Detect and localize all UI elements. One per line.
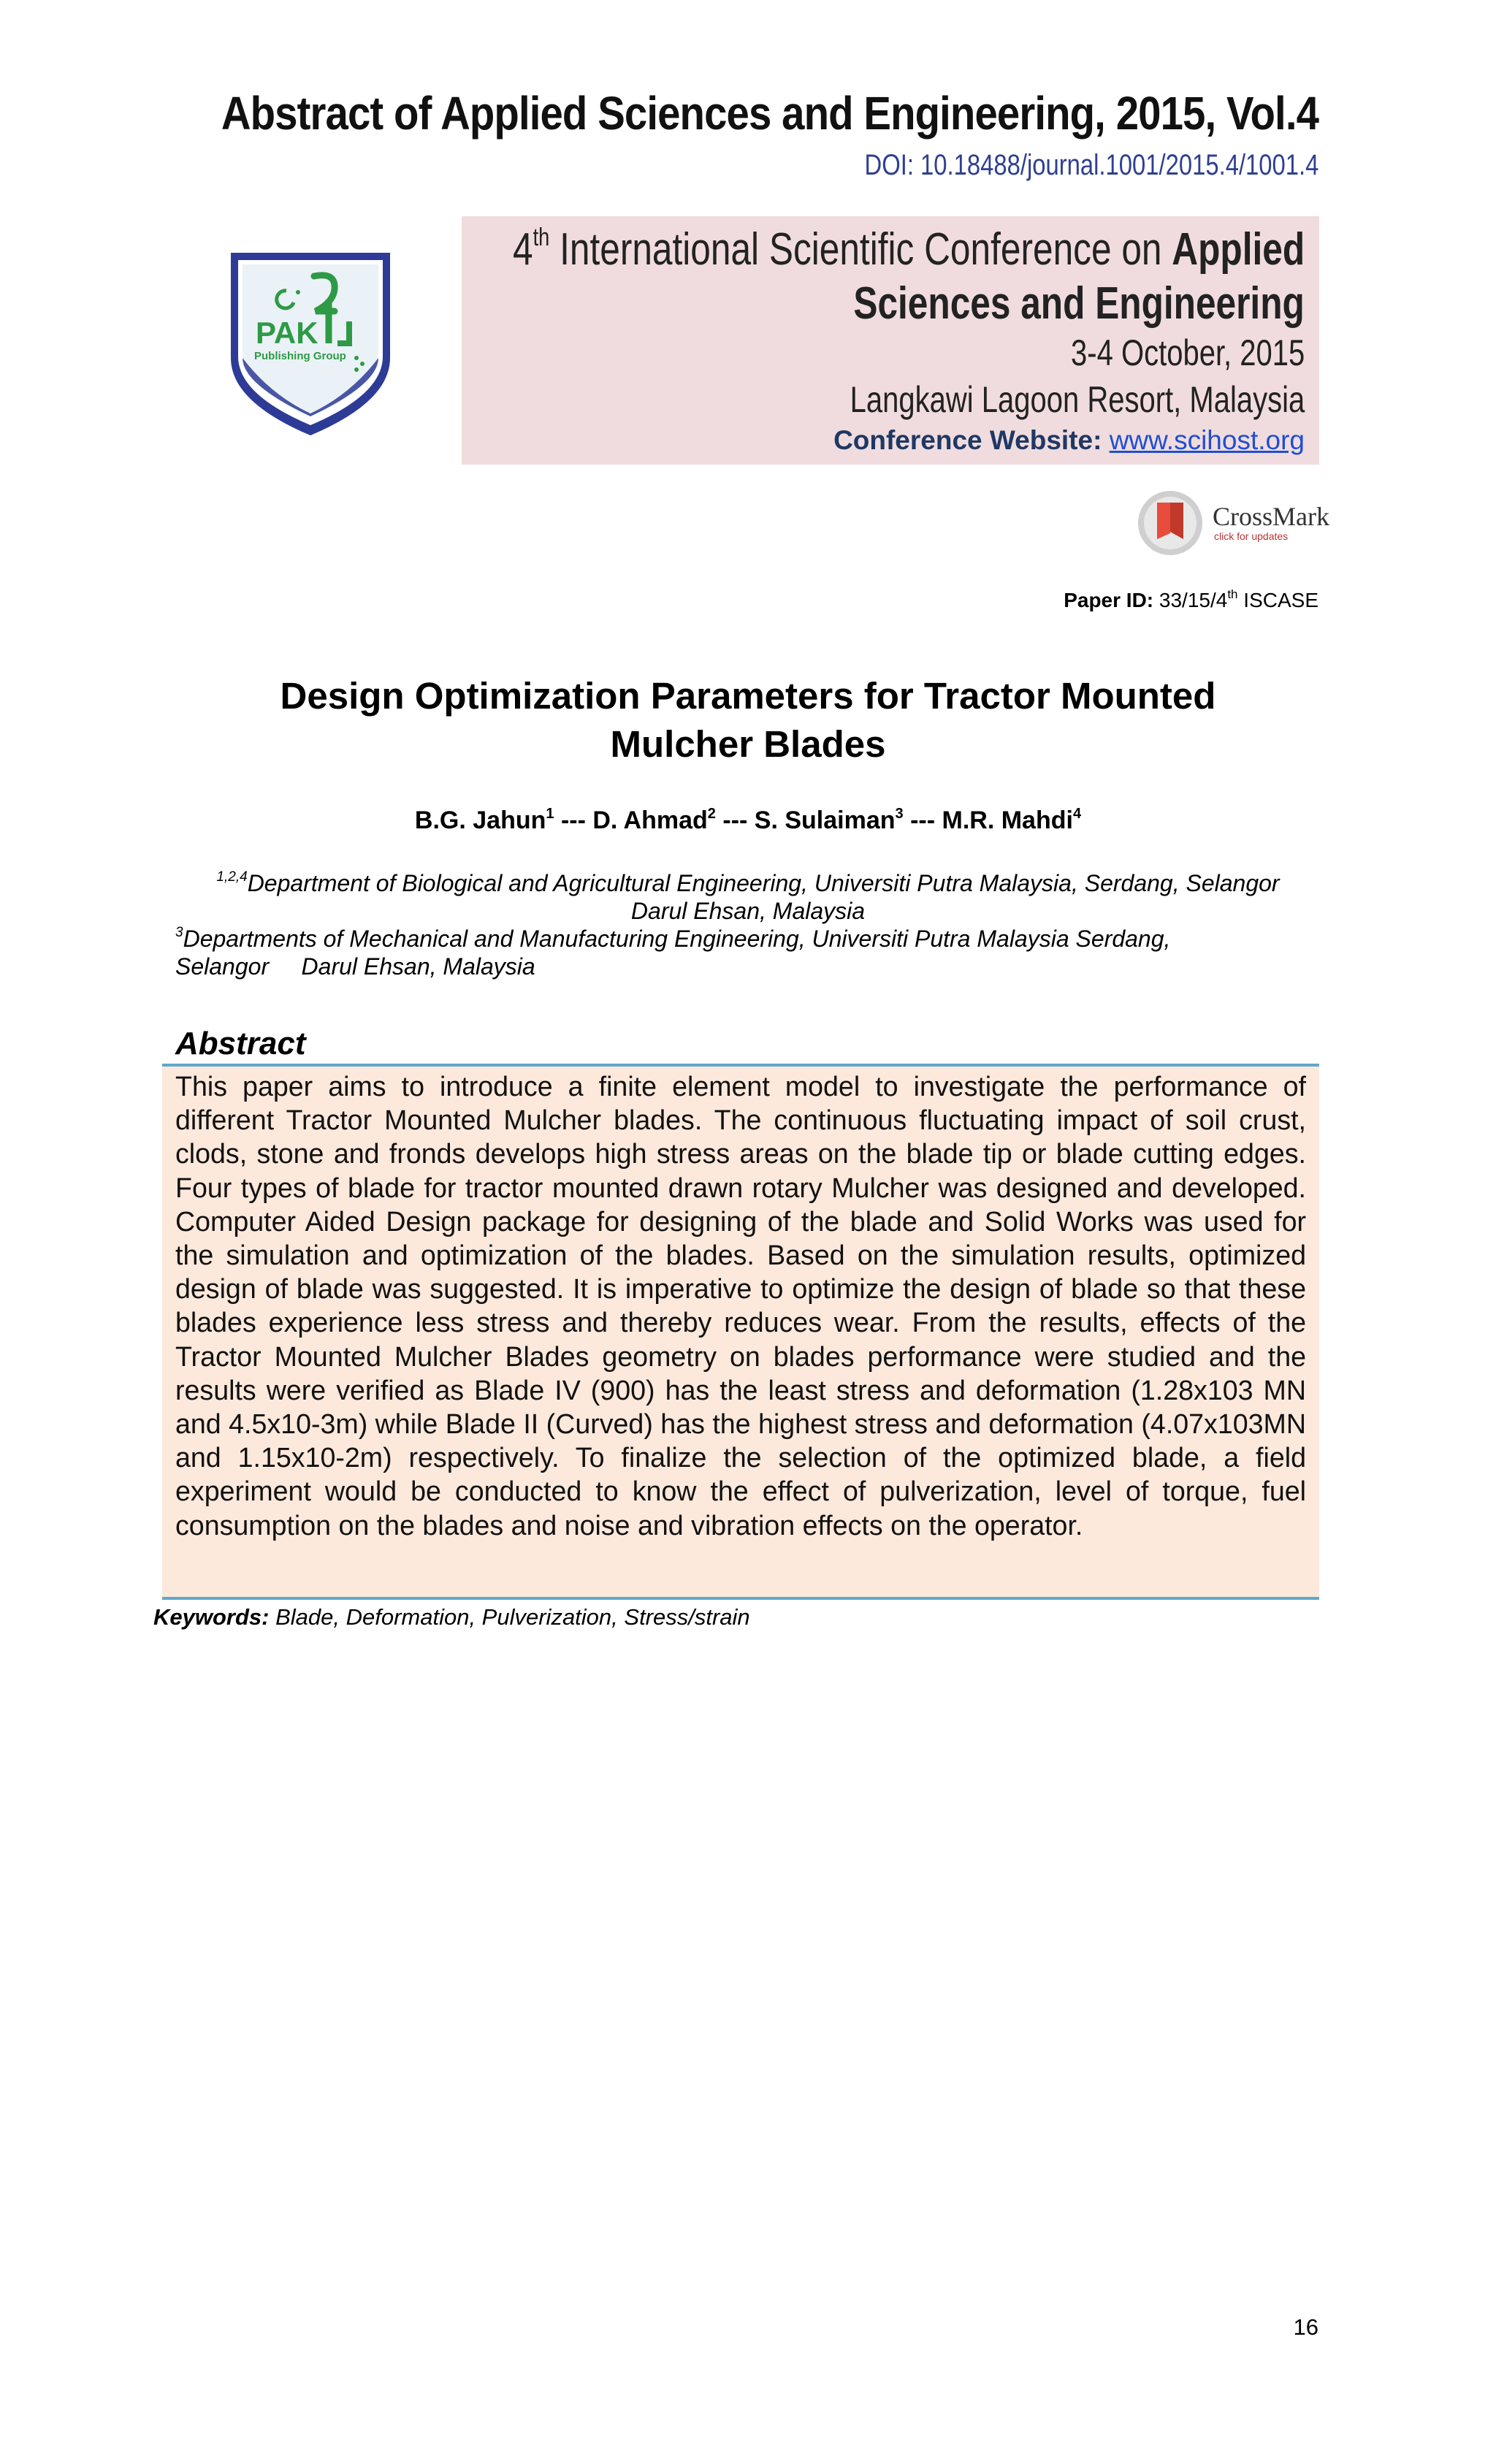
affiliation-1: $^{1,2,4}$Department of Biological and Agricultural Engineering, Universiti Putra Malaysia, Serdang, Selangor Darul Ehsan, Malaysia xyxy=(216,869,1280,924)
author: B.G. Jahun xyxy=(414,806,546,834)
conference-website: Conference Website: www.scihost.org xyxy=(833,425,1305,455)
affiliation-2: $^3$Departments of Mechanical and Manufacturing Engineering, Universiti Putra Malaysia Serdang, Selangor Darul Ehsan, Malaysia xyxy=(175,925,1171,980)
conference-line-2: Sciences and Engineering xyxy=(853,278,1305,329)
conference-dates: 3-4 October, 2015 xyxy=(1070,332,1305,373)
logo-text: PAK xyxy=(256,316,318,350)
author: S. Sulaiman xyxy=(754,806,896,834)
conference-website-link[interactable]: www.scihost.org xyxy=(1109,425,1305,455)
keywords: Keywords: Blade, Deformation, Pulverization, Stress/strain xyxy=(153,1604,750,1630)
author-list: B.G. Jahun$^1$ --- D. Ahmad$^2$ --- S. Sulaiman$^3$ --- M.R. Mahdi$^4$ xyxy=(414,806,1082,834)
crossmark-sublabel: click for updates xyxy=(1214,530,1289,542)
paper-title: Design Optimization Parameters for Tractor Mounted Mulcher Blades xyxy=(280,675,1216,765)
crossmark-label[interactable]: CrossMark xyxy=(1213,502,1329,531)
journal-title: Abstract of Applied Sciences and Engineering, 2015, Vol.4 xyxy=(221,87,1318,140)
conference-banner xyxy=(462,216,1319,465)
abstract-text: This paper aims to introduce a finite element model to investigate the performance of different Tractor Mounted Mulcher blades. The continuous fluctuating impact of soil crust, clods, stone and fronds develops high stress areas on the blade tip or blade cutting edges. Four types of blade for tractor mounted drawn rotary Mulcher was designed and developed. Computer Aided Design package for designing of the blade and Solid Works was used for the simulation and optimization of the blades. Based on the simulation results, optimized design of blade was suggested. It is imperative to optimize the design of blade so that these blades experience less stress and thereby reduces wear. From the results, effects of the Tractor Mounted Mulcher Blades geometry on blades performance were studied and the results were verified as Blade IV (900) has the least stress and deformation (1.28x103 MN and 4.5x10-3m) while Blade II (Curved) has the highest stress and deformation (4.07x103MN and 1.15x10-2m) respectively. To finalize the selection of the optimized blade, a field experiment would be conducted to know the effect of pulverization, level of torque, fuel consumption on the blades and noise and vibration effects on the operator. xyxy=(175,1071,1306,1541)
abstract-heading: Abstract xyxy=(175,1026,306,1061)
pak-publishing-logo-icon xyxy=(226,248,394,440)
page-number: 16 xyxy=(1293,2314,1318,2340)
author: D. Ahmad xyxy=(592,806,708,834)
author: M.R. Mahdi xyxy=(942,806,1073,834)
logo-subtext: Publishing Group xyxy=(254,350,346,362)
abstract-box xyxy=(162,1064,1319,1600)
conference-venue: Langkawi Lagoon Resort, Malaysia xyxy=(850,379,1305,420)
conference-line-1: 4th International Scientific Conference on Applied xyxy=(512,224,1305,275)
journal-doi[interactable]: DOI: 10.18488/journal.1001/2015.4/1001.4 xyxy=(864,149,1318,181)
paper-id: Paper ID: 33/15/4th ISCASE xyxy=(1064,587,1318,611)
crossmark-icon[interactable] xyxy=(1135,488,1205,558)
